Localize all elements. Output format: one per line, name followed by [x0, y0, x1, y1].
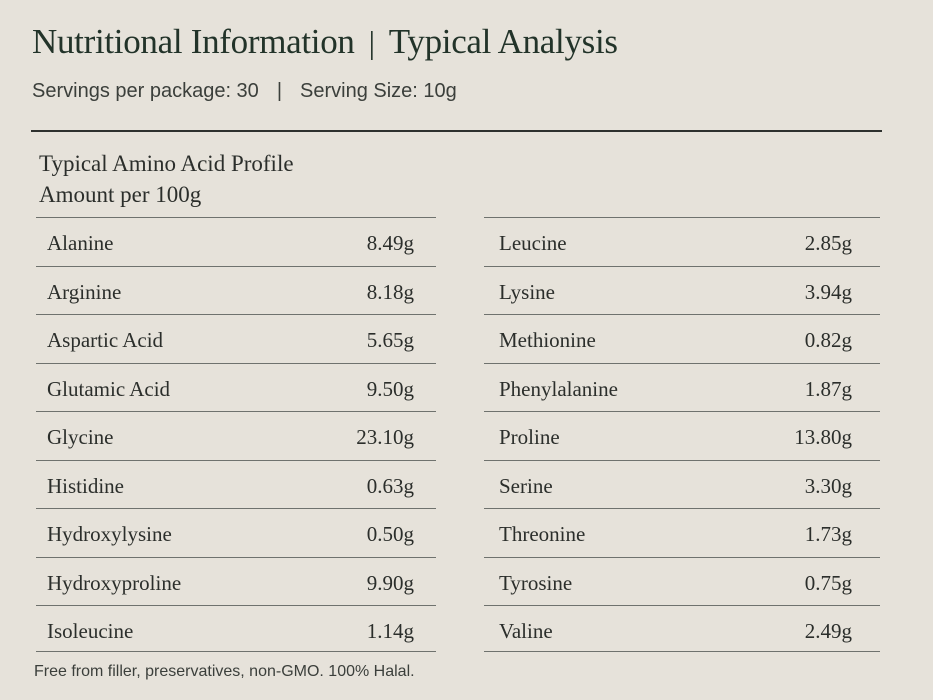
serving-info [32, 80, 457, 103]
serving-size: Serving Size: 10g [300, 80, 457, 102]
amino-amount: 8.18g [366, 279, 414, 304]
table-row [484, 217, 880, 266]
amino-amount: 23.10g [356, 425, 414, 449]
amino-amount: 2.85g [804, 231, 852, 255]
amino-amount: 2.49g [804, 619, 852, 643]
amino-name: Glutamic Acid [47, 376, 171, 401]
amino-name: Tyrosine [499, 570, 573, 595]
amino-amount: 3.30g [804, 473, 852, 498]
amino-amount: 9.90g [366, 570, 414, 595]
table-row [36, 266, 436, 315]
amino-name: Alanine [47, 231, 114, 255]
amino-amount: 3.94g [804, 279, 852, 304]
amino-name: Methionine [499, 328, 596, 352]
subtitle-separator: | [276, 80, 283, 102]
table-row [36, 363, 436, 412]
amino-name: Leucine [499, 231, 567, 255]
page-title [32, 22, 618, 62]
amino-table-left [36, 217, 436, 652]
table-row [484, 605, 880, 652]
amino-name: Hydroxylysine [47, 522, 172, 546]
amino-name: Threonine [499, 522, 586, 546]
table-row [484, 557, 880, 606]
amino-name: Lysine [499, 279, 555, 304]
title-secondary: Typical Analysis [388, 22, 618, 61]
amino-name: Serine [499, 473, 553, 498]
amino-table-right [484, 217, 880, 652]
table-row [484, 460, 880, 509]
amino-amount: 0.50g [366, 522, 414, 546]
amino-amount: 1.87g [804, 376, 852, 401]
header-divider [31, 130, 882, 132]
table-row [484, 411, 880, 460]
amino-amount: 0.75g [804, 570, 852, 595]
table-row [484, 314, 880, 363]
table-row [484, 363, 880, 412]
amino-name: Proline [499, 425, 560, 449]
amino-name: Isoleucine [47, 619, 134, 643]
amino-amount: 5.65g [366, 328, 414, 352]
servings-per-package: Servings per package: 30 [32, 80, 259, 102]
profile-heading [39, 148, 294, 210]
amino-name: Glycine [47, 425, 114, 449]
table-row [36, 557, 436, 606]
amino-name: Histidine [47, 473, 124, 498]
amino-amount: 8.49g [366, 231, 414, 255]
amino-amount: 9.50g [366, 376, 414, 401]
table-row [36, 314, 436, 363]
amino-name: Arginine [47, 279, 122, 304]
title-separator: | [368, 24, 375, 60]
table-row [484, 266, 880, 315]
amino-amount: 13.80g [794, 425, 852, 449]
amino-name: Hydroxyproline [47, 570, 182, 595]
table-row [484, 508, 880, 557]
amino-name: Valine [499, 619, 553, 643]
footer-note: Free from filler, preservatives, non-GMO. 100% Halal. [34, 663, 415, 680]
table-row [36, 508, 436, 557]
table-row [36, 411, 436, 460]
table-row [36, 460, 436, 509]
title-main: Nutritional Information [32, 22, 355, 61]
amino-amount: 0.82g [804, 328, 852, 352]
amino-amount: 1.73g [804, 522, 852, 546]
amino-name: Aspartic Acid [47, 328, 164, 352]
profile-title: Typical Amino Acid Profile [39, 151, 294, 176]
amino-amount: 1.14g [366, 619, 414, 643]
profile-unit: Amount per 100g [39, 182, 202, 207]
amino-amount: 0.63g [366, 473, 414, 498]
table-row [36, 605, 436, 652]
table-row [36, 217, 436, 266]
amino-name: Phenylalanine [499, 376, 618, 401]
